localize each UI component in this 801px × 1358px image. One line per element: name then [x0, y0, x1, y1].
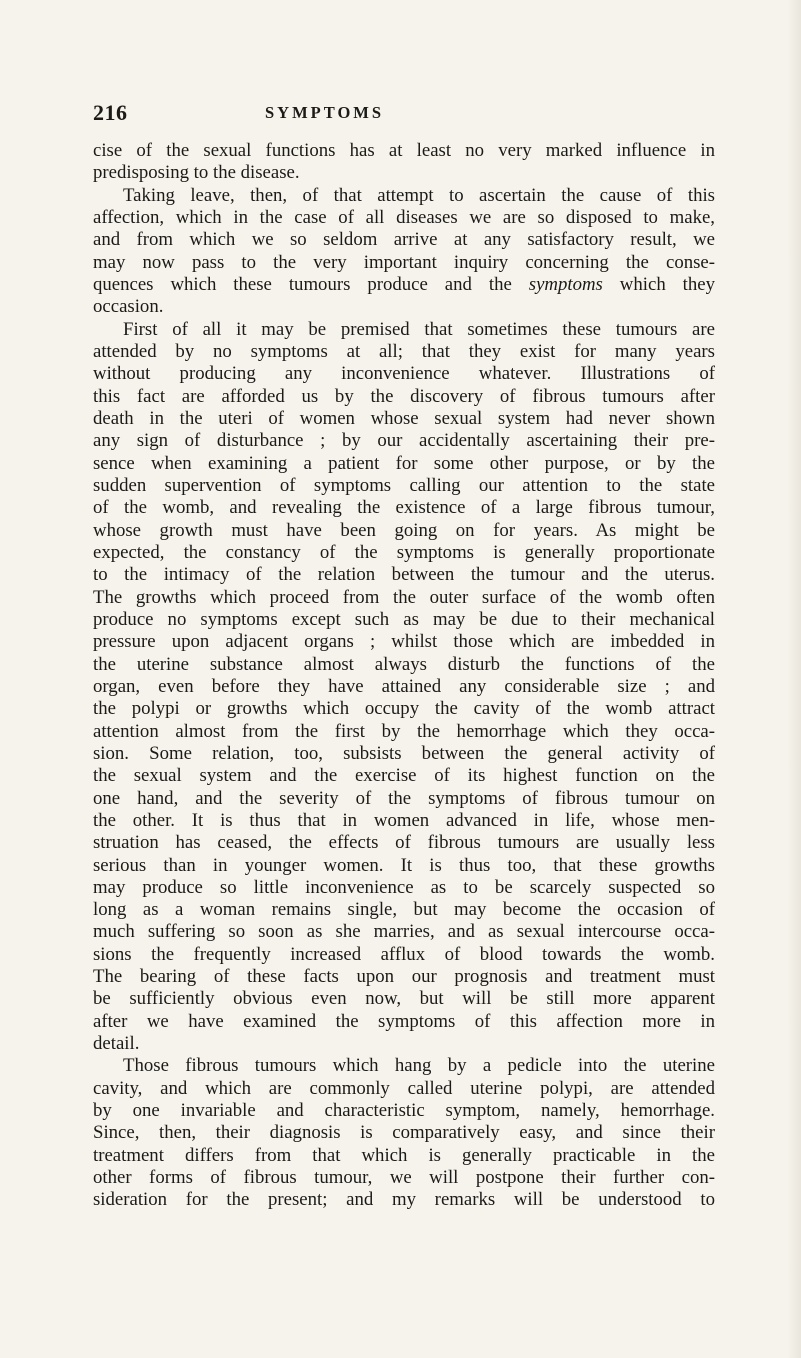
text-line-content: other forms of fibrous tumour, we will postpone their further con- [93, 1167, 715, 1189]
body-text [93, 140, 715, 1212]
text-line [93, 296, 715, 318]
text-line [93, 520, 715, 542]
text-line [93, 475, 715, 497]
text-line-content: much suffering so soon as she marries, and as sexual intercourse occa- [93, 921, 715, 943]
text-line-content: may produce so little inconvenience as to be scarcely suspected so [93, 876, 715, 898]
text-line [93, 676, 715, 698]
text-line [93, 899, 715, 921]
text-line-content: attended by no symptoms at all; that they exist for many years [93, 340, 715, 362]
text-line-content: pressure upon adjacent organs ; whilst those which are imbedded in [93, 631, 715, 653]
text-line [93, 988, 715, 1010]
text-line [93, 877, 715, 899]
text-line [93, 788, 715, 810]
text-line-content: sions the frequently increased afflux of blood towards the womb. [93, 943, 715, 965]
page-header [93, 100, 713, 130]
text-line [93, 698, 715, 720]
text-line [93, 319, 715, 341]
text-line [93, 1145, 715, 1167]
text-line-content: and from which we so seldom arrive at any satisfactory result, we [93, 229, 715, 251]
text-line [93, 1078, 715, 1100]
text-line [93, 274, 715, 296]
text-line-content: Those fibrous tumours which hang by a pedicle into the uterine [123, 1055, 715, 1077]
text-line-content: The growths which proceed from the outer surface of the womb often [93, 586, 715, 608]
text-line [93, 408, 715, 430]
text-line-content: occasion. [93, 296, 164, 318]
text-line [93, 855, 715, 877]
text-line-content: treatment differs from that which is generally practicable in the [93, 1144, 715, 1166]
text-line-content: the other. It is thus that in women advanced in life, whose men- [93, 809, 715, 831]
text-line-content: struation has ceased, the effects of fibrous tumours are usually less [93, 832, 715, 854]
text-line-content: any sign of disturbance ; by our accidentally ascertaining their pre- [93, 430, 715, 452]
text-line [93, 1167, 715, 1189]
text-line [93, 185, 715, 207]
text-line [93, 453, 715, 475]
running-head: SYMPTOMS [265, 103, 385, 122]
text-line [93, 609, 715, 631]
text-line-content: attention almost from the first by the hemorrhage which they occa- [93, 720, 715, 742]
text-line-content: First of all it may be premised that sometimes these tumours are [123, 318, 715, 340]
text-line-content: long as a woman remains single, but may become the occasion of [93, 899, 715, 921]
text-line [93, 743, 715, 765]
text-line [93, 1033, 715, 1055]
text-line [93, 944, 715, 966]
text-line-content: quences which these tumours produce and the [93, 273, 529, 295]
text-line [93, 341, 715, 363]
text-line-content: Since, then, their diagnosis is comparatively easy, and since their [93, 1122, 715, 1144]
text-line-content: whose growth must have been going on for years. As might be [93, 519, 715, 541]
text-line [93, 430, 715, 452]
text-line [93, 765, 715, 787]
text-line-content: sence when examining a patient for some other purpose, or by the [93, 452, 715, 474]
text-line-content: sideration for the present; and my remarks will be understood to [93, 1189, 715, 1211]
text-line-content: produce no symptoms except such as may be due to their mechanical [93, 608, 715, 630]
text-line [93, 810, 715, 832]
text-line-content: the sexual system and the exercise of its highest function on the [93, 765, 715, 787]
text-line [93, 252, 715, 274]
text-line-content: Taking leave, then, of that attempt to ascertain the cause of this [123, 184, 715, 206]
page-number: 216 [93, 100, 128, 125]
text-line-content: death in the uteri of women whose sexual system had never shown [93, 407, 715, 429]
text-line [93, 1122, 715, 1144]
italic-word: symptoms [528, 273, 603, 295]
text-line [93, 1055, 715, 1077]
text-line-continuation: which they [602, 273, 715, 295]
text-line-content: affection, which in the case of all diseases we are so disposed to make, [93, 206, 715, 228]
text-line [93, 162, 715, 184]
text-line-content: to the intimacy of the relation between the tumour and the uterus. [93, 564, 715, 586]
text-line-content: serious than in younger women. It is thus too, that these growths [93, 854, 715, 876]
text-line-content: cavity, and which are commonly called uterine polypi, are attended [93, 1077, 715, 1099]
text-line-content: one hand, and the severity of the symptoms of fibrous tumour on [93, 787, 715, 809]
text-line-content: cise of the sexual functions has at least no very marked influence in [93, 140, 715, 161]
text-line [93, 966, 715, 988]
text-line-content: detail. [93, 1033, 140, 1055]
text-line-content: sudden supervention of symptoms calling our attention to the state [93, 474, 715, 496]
text-line [93, 1189, 715, 1211]
text-line [93, 542, 715, 564]
text-line-content: after we have examined the symptoms of this affection more in [93, 1010, 715, 1032]
text-line [93, 654, 715, 676]
text-line [93, 564, 715, 586]
text-line-content: The bearing of these facts upon our prognosis and treatment must [93, 966, 715, 988]
text-line-content: expected, the constancy of the symptoms is generally proportionate [93, 541, 715, 563]
text-line [93, 497, 715, 519]
text-line-content: the uterine substance almost always disturb the functions of the [93, 653, 715, 675]
page-edge-shadow [787, 0, 801, 1358]
text-line-content: of the womb, and revealing the existence of a large fibrous tumour, [93, 497, 715, 519]
text-line-content: may now pass to the very important inquiry concerning the conse- [93, 251, 715, 273]
text-line [93, 921, 715, 943]
text-line [93, 386, 715, 408]
text-line [93, 140, 715, 162]
text-line [93, 229, 715, 251]
text-line [93, 1011, 715, 1033]
text-line [93, 1100, 715, 1122]
text-line [93, 363, 715, 385]
text-line-content: this fact are afforded us by the discovery of fibrous tumours after [93, 385, 715, 407]
text-line-content: by one invariable and characteristic symptom, namely, hemorrhage. [93, 1100, 715, 1122]
text-line [93, 587, 715, 609]
text-line-content: sion. Some relation, too, subsists between the general activity of [93, 742, 715, 764]
text-line [93, 832, 715, 854]
text-line [93, 631, 715, 653]
text-line-content: predisposing to the disease. [93, 162, 300, 184]
text-line-content: the polypi or growths which occupy the cavity of the womb attract [93, 698, 715, 720]
text-line [93, 721, 715, 743]
text-line-content: organ, even before they have attained any considerable size ; and [93, 675, 715, 697]
text-line-content: without producing any inconvenience whatever. Illustrations of [93, 363, 715, 385]
text-line [93, 207, 715, 229]
text-line-content: be sufficiently obvious even now, but will be still more apparent [93, 988, 715, 1010]
